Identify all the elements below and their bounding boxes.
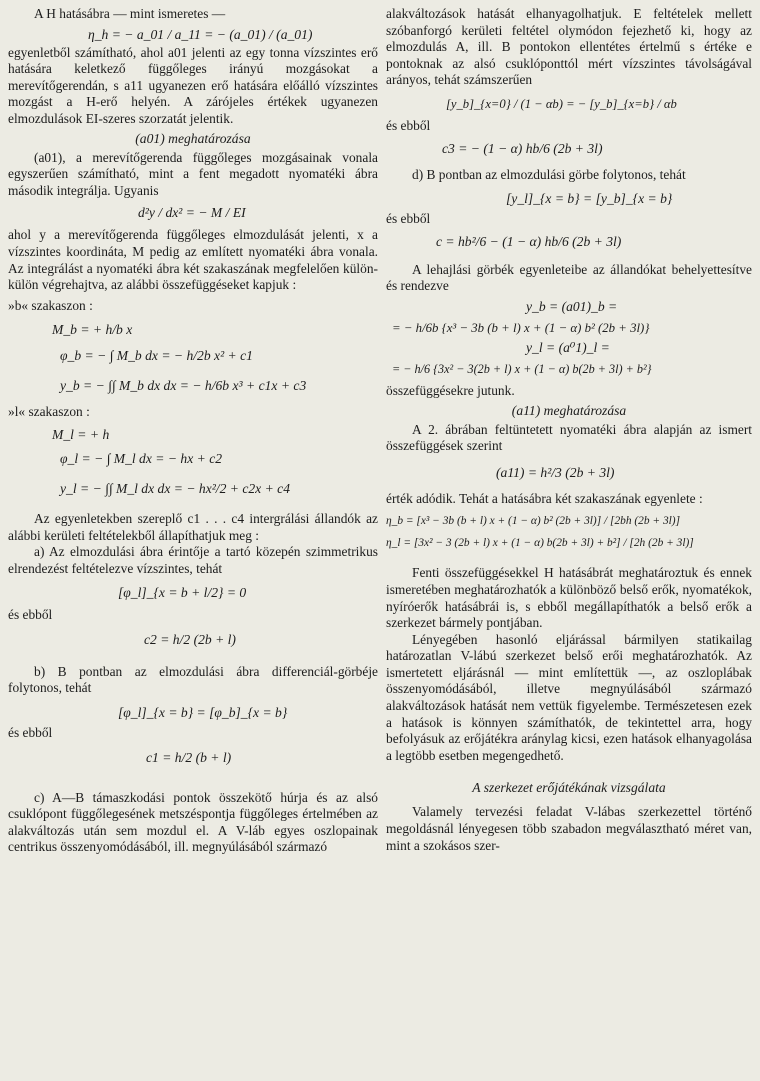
equation-yb-full-line2-text: = − h/6b {x³ − 3b (b + l) x + (1 − α) b² (2b + 3l)} bbox=[392, 320, 650, 335]
section-heading-a01: (a01) meghatározása bbox=[135, 130, 251, 146]
right-column bbox=[386, 4, 752, 854]
label-szakasz-l: »l« szakaszon : bbox=[8, 404, 90, 420]
equation-eta-l-text: η_l = [3x² − 3 (2b + l) x + (1 − α) b(2b + 3l) + b²] / [2h (2b + 3l)] bbox=[386, 537, 694, 550]
equation-eta-b bbox=[386, 515, 752, 527]
text-es-ebbol-4: és ebből bbox=[386, 211, 431, 227]
paragraph-a11: A 2. ábrában feltüntetett nyomatéki ábra alapján az ismert összefüggések szerint bbox=[386, 421, 752, 454]
equation-c3 bbox=[442, 141, 752, 157]
section-heading-vizsgalat: A szerkezet erőjátékának vizsgálata bbox=[472, 780, 666, 796]
equation-eta-h-text: η_h = − a_01 / a_11 = − (a_01) / (a_01) bbox=[88, 26, 313, 42]
text-es-ebbol-3: és ebből bbox=[386, 117, 431, 133]
paragraph-ertek: érték adódik. Tehát a hatásábra két szakaszának egyenlete : bbox=[386, 490, 703, 506]
equation-c2-text: c2 = h/2 (2b + l) bbox=[144, 631, 236, 647]
equation-yb bbox=[60, 378, 378, 394]
equation-yb-text: y_b = − ∫∫ M_b dx dx = − h/6b x³ + c1x + c3 bbox=[60, 378, 307, 394]
paragraph-last: Valamely tervezési feladat V-lábas szerkezettel történő megoldásnál lényegesen több szabadon megválasztható méret van, mint a szokásos szer- bbox=[386, 804, 752, 853]
equation-d2y-text: d²y / dx² = − M / EI bbox=[138, 205, 246, 221]
equation-d2y bbox=[138, 205, 378, 221]
paragraph-jutunk: összefüggésekre jutunk. bbox=[386, 382, 515, 398]
paragraph-condition-d: d) B pontban az elmozdulási görbe folytonos, tehát bbox=[412, 166, 686, 182]
equation-phil-text: φ_l = − ∫ M_l dx = − hx + c2 bbox=[60, 450, 223, 466]
paragraph-fenti: Fenti összefüggésekkel H hatásábrát meghatároztuk és ennek ismeretében meghatározhatók a különböző belső erők, nyomatékok, nyíróerők hatásábrái is, s ebből megállapíthatók a belső erők a szerkezet bármely pontjában. bbox=[386, 565, 752, 631]
paragraph-a01: (a01), a merevítőgerenda függőleges mozgásainak vonala egyszerűen számítható, mint a fent megadott nyomatéki ábra második integrálja. Ugyanis bbox=[8, 149, 378, 198]
paragraph-intro: A H hatásábra — mint ismeretes — bbox=[34, 6, 226, 21]
paragraph-continued: alakváltozások hatását elhanyagolhatjuk. E feltételek mellett szóbanforgó kerületi feltétel olymódon fejezhető ki, hogy az elmozdulás A, ill. B pontokon ellentétes értelmű s értéke e pontoknak az alsó csuklóponttól mért vízszintes távolságával arányos, tehát számszerűen bbox=[386, 6, 752, 88]
equation-eta-l bbox=[386, 537, 752, 549]
equation-Ml bbox=[52, 427, 378, 443]
paragraph-substitution: A lehajlási görbék egyenleteibe az állandókat behelyettesítve és rendezve bbox=[386, 261, 752, 294]
text-es-ebbol-2: és ebből bbox=[8, 725, 53, 741]
equation-yl-text: y_l = − ∫∫ M_l dx dx = − hx²/2 + c2x + c4 bbox=[60, 480, 291, 496]
equation-Mb-text: M_b = + h/b x bbox=[52, 322, 133, 338]
equation-c2 bbox=[144, 632, 378, 648]
section-heading-a11: (a11) meghatározása bbox=[511, 402, 627, 418]
equation-eta-h bbox=[88, 27, 378, 43]
equation-phib-text: φ_b = − ∫ M_b dx = − h/2b x² + c1 bbox=[60, 348, 253, 364]
equation-yb-full-line1-text: y_b = (a01)_b = bbox=[526, 298, 618, 314]
equation-a11 bbox=[496, 465, 752, 481]
equation-yb-full-line2 bbox=[392, 321, 752, 336]
label-szakasz-b: »b« szakaszon : bbox=[8, 297, 93, 313]
equation-c1-text: c1 = h/2 (b + l) bbox=[146, 749, 232, 765]
equation-c3-text: c3 = − (1 − α) hb/6 (2b + 3l) bbox=[442, 140, 603, 156]
paragraph-condition-b: b) B pontban az elmozdulási ábra differenciál-görbéje folytonos, tehát bbox=[8, 663, 378, 696]
paragraph-condition-c: c) A—B támaszkodási pontok összekötő húrja és az alsó csuklópont függőlegesének metszéspontja függőleges értelmében az alakváltozás után sem mozdul el. A V-láb egyes oszlopainak centrikus összenyomódásából, ill. megnyúlásából származó bbox=[8, 789, 378, 855]
equation-ratio bbox=[446, 97, 752, 112]
text-es-ebbol-1: és ebből bbox=[8, 607, 53, 623]
equation-condition-a-text: [φ_l]_{x = b + l/2} = 0 bbox=[118, 585, 247, 601]
equation-eta-b-text: η_b = [x³ − 3b (b + l) x + (1 − α) b² (2b + 3l)] / [2bh (2b + 3l)] bbox=[386, 515, 681, 528]
equation-yl-full-line1 bbox=[526, 340, 752, 356]
equation-phil bbox=[60, 451, 378, 467]
equation-c4 bbox=[436, 234, 752, 250]
equation-phib bbox=[60, 348, 378, 364]
equation-condition-b bbox=[118, 705, 378, 721]
equation-yl-full-line1-text: y_l = (a⁰1)_l = bbox=[526, 339, 610, 355]
equation-yl-full-line2 bbox=[392, 362, 752, 377]
left-column bbox=[8, 4, 378, 856]
equation-Mb bbox=[52, 322, 378, 338]
paragraph-ahol: ahol y a merevítőgerenda függőleges elmozdulását jelenti, x a vízszintes koordináta, M pedig az említett nyomatéki ábra vonala. Az integrálást a nyomatéki ábra két szakaszának megfelelően külön-külön végrehajtva, az alábbi összefüggéseket kapjuk : bbox=[8, 227, 378, 293]
equation-yl-full-line2-text: = − h/6 {3x² − 3(2b + l) x + (1 − α) b(2b + 3l) + b²} bbox=[392, 361, 652, 376]
equation-condition-a bbox=[118, 585, 378, 601]
equation-condition-b-text: [φ_l]_{x = b} = [φ_b]_{x = b} bbox=[118, 705, 288, 721]
equation-c1 bbox=[146, 750, 378, 766]
paragraph-condition-a: a) Az elmozdulási ábra érintője a tartó közepén szimmetrikus elrendezést feltételezve vízszintes, tehát bbox=[8, 544, 378, 576]
paragraph-constants: Az egyenletekben szereplő c1 . . . c4 intergrálási állandók az alábbi kerületi feltételekből állapíthatjuk meg : bbox=[8, 510, 378, 543]
equation-ratio-text: [y_b]_{x=0} / (1 − αb) = − [y_b]_{x=b} / αb bbox=[446, 96, 677, 111]
equation-c4-text: c = hb²/6 − (1 − α) hb/6 (2b + 3l) bbox=[436, 233, 622, 249]
equation-condition-d-text: [y_l]_{x = b} = [y_b]_{x = b} bbox=[506, 191, 673, 207]
paragraph-where: egyenletből számítható, ahol a01 jelenti az egy tonna vízszintes erő hatására keletkező függőleges irányú mozgásokat a merevítőgerendán, s a11 ugyanezen erő hatására előálló vízszintes mozgást a H-erő helyén. A zárójeles értékek ugyanezen elmozdulások EI-szeres szorzatát jelentik. bbox=[8, 44, 378, 126]
equation-condition-d bbox=[506, 191, 752, 207]
paragraph-lenyeg: Lényegében hasonló eljárással bármilyen statikailag határozatlan V-lábú szerkezet belső erői meghatározhatók. Az ismertetett eljárásnál — mint említettük —, az oszloplábak összenyomódásából, illetve megnyúlásából származó alakváltozások hatását nem vettük figyelembe. Természetesen ezek a hatások is könnyen számíthatók, de tekintettel arra, hogy befolyásuk az erőjátékra aránylag kicsi, ezen hatások elhanyagolása a legtöbb esetben megengedhető. bbox=[386, 631, 752, 763]
equation-Ml-text: M_l = + h bbox=[52, 426, 110, 442]
equation-a11-text: (a11) = h²/3 (2b + 3l) bbox=[496, 464, 615, 480]
equation-yb-full-line1 bbox=[526, 299, 752, 315]
equation-yl bbox=[60, 481, 378, 497]
